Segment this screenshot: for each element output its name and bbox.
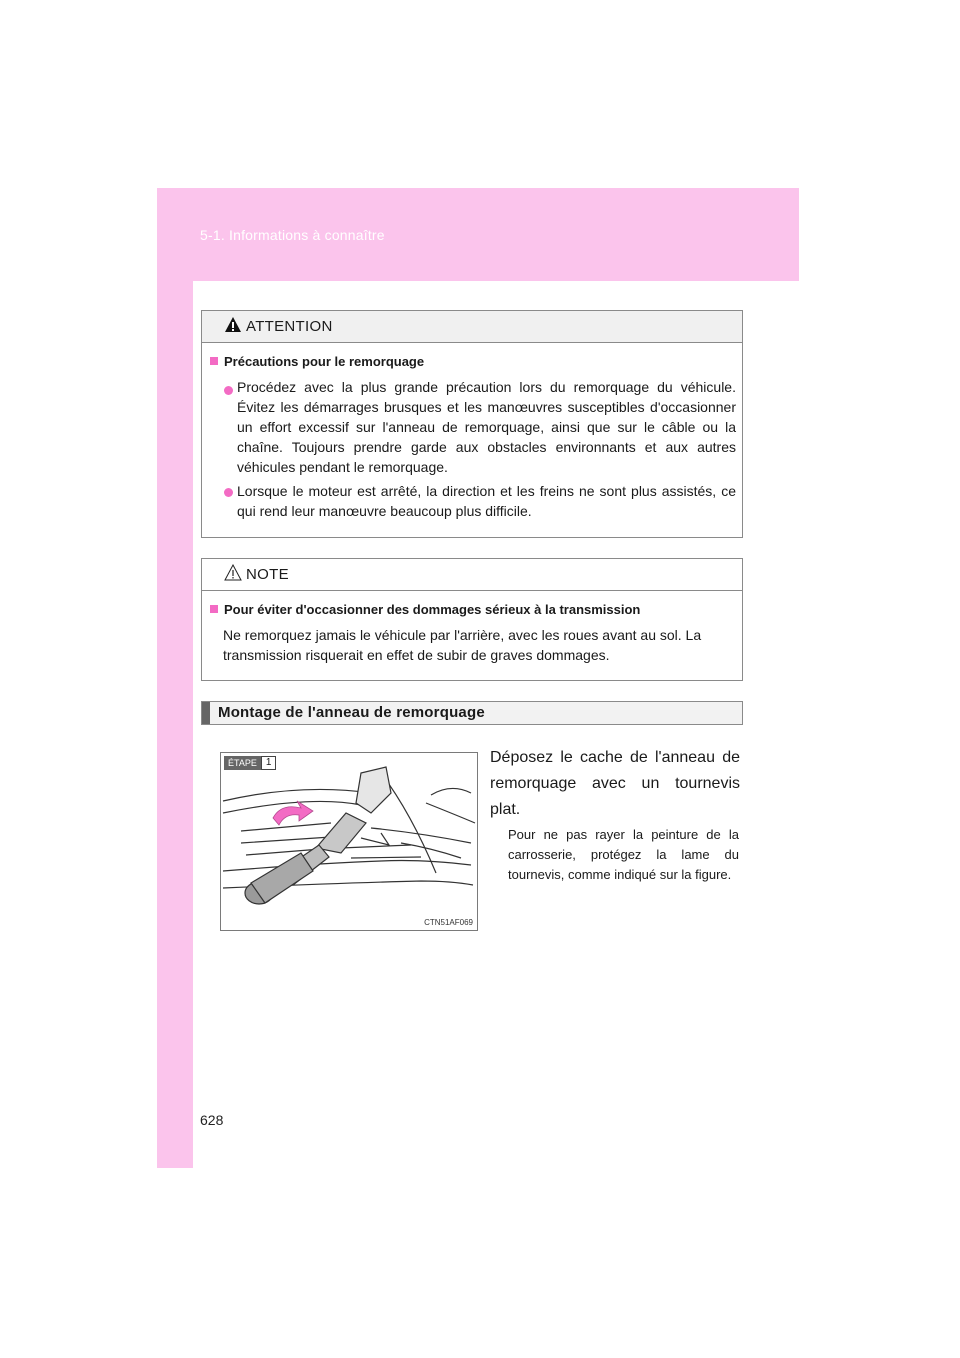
- section-header: 5-1. Informations à connaître: [200, 227, 385, 243]
- step-instruction: Déposez le cache de l'anneau de remorquage avec un tournevis plat.: [490, 749, 740, 818]
- square-bullet-icon: [210, 605, 218, 613]
- section-title-bar: [201, 701, 743, 725]
- note-header: [202, 559, 742, 591]
- note-box: [201, 558, 743, 681]
- step-label: [224, 756, 276, 770]
- section-accent: [202, 702, 210, 724]
- attention-bullet: Lorsque le moteur est arrêté, la direction et les freins ne sont plus assistés, ce qui rend leur manœuvre beaucoup plus difficile.: [237, 483, 736, 519]
- attention-subheading: Précautions pour le remorquage: [210, 354, 424, 369]
- bullet-dot-icon: [224, 386, 233, 395]
- attention-title: ATTENTION: [246, 318, 333, 335]
- side-band: [157, 188, 193, 1168]
- page-number: 628: [200, 1112, 224, 1128]
- attention-header: [202, 311, 742, 343]
- bullet-dot-icon: [224, 488, 233, 497]
- note-title: NOTE: [246, 566, 289, 583]
- attention-bullet: Procédez avec la plus grande précaution lors du remorquage du véhicule. Évitez les démarrages brusques et les manœuvres susceptibles d'occasionner un effort excessif sur l'anneau de remorquage, ainsi que sur le câble ou la chaîne. Toujours prendre garde aux obstacles environnants et aux autres véhicules pendant le remorquage.: [237, 379, 736, 475]
- attention-box: [201, 310, 743, 538]
- caution-icon: [224, 564, 242, 582]
- step-detail: Pour ne pas rayer la peinture de la carrosserie, protégez la lame du tournevis, comme indiqué sur la figure.: [508, 827, 739, 882]
- warning-icon: [224, 316, 242, 334]
- figure-code: CTN51AF069: [424, 918, 473, 927]
- note-subheading: Pour éviter d'occasionner des dommages sérieux à la transmission: [210, 602, 640, 617]
- step-number: 1: [261, 756, 277, 770]
- square-bullet-icon: [210, 357, 218, 365]
- step-word: ÉTAPE: [224, 756, 261, 770]
- screwdriver-illustration: [221, 753, 477, 930]
- section-title: Montage de l'anneau de remorquage: [218, 704, 485, 721]
- step-figure: [220, 752, 478, 931]
- note-body: Ne remorquez jamais le véhicule par l'arrière, avec les roues avant au sol. La transmission risquerait en effet de subir de graves dommages.: [223, 627, 702, 663]
